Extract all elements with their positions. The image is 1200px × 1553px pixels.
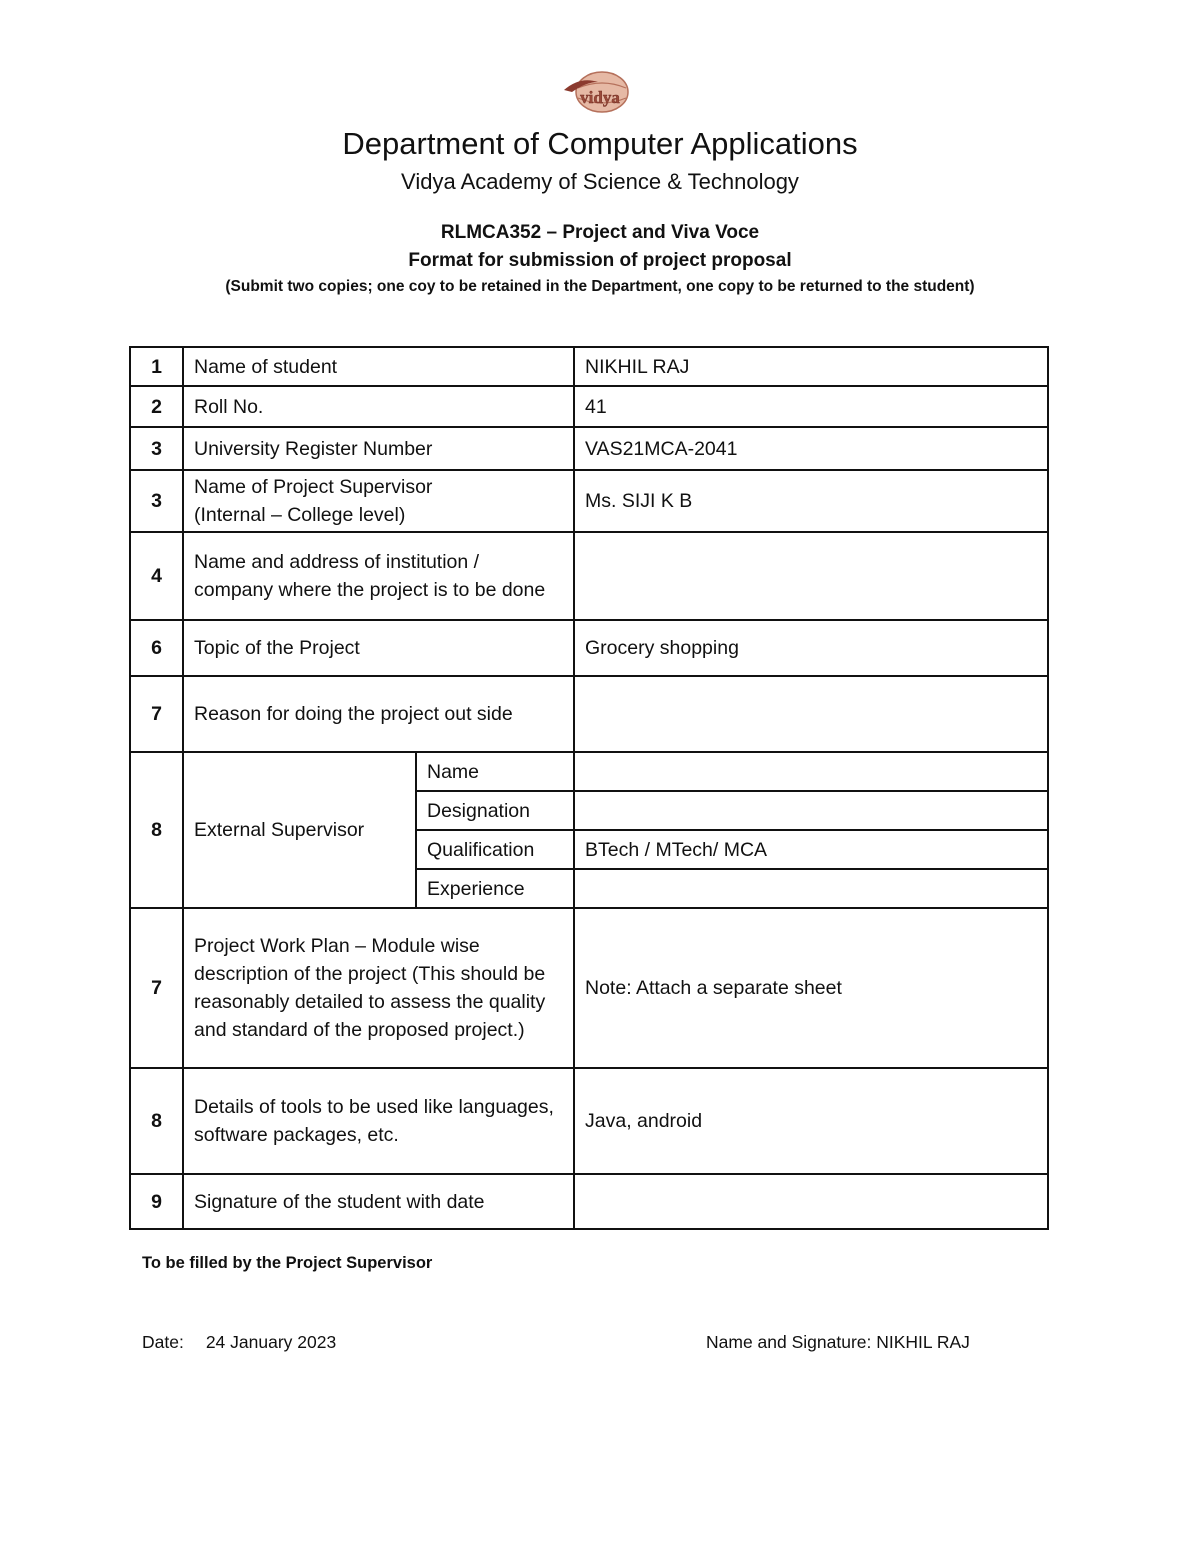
- name-and-signature: Name and Signature: NIKHIL RAJ: [706, 1332, 970, 1352]
- row-label: Roll No.: [183, 386, 574, 427]
- external-supervisor-label: External Supervisor: [183, 752, 416, 908]
- row-number: 3: [130, 470, 183, 532]
- external-field-label: Experience: [416, 869, 574, 908]
- row-value: VAS21MCA-2041: [574, 427, 1048, 470]
- date-line: [142, 1329, 336, 1355]
- row-value: [574, 532, 1048, 620]
- external-field-label: Name: [416, 752, 574, 791]
- table-row: [130, 1068, 1048, 1174]
- table-row: [130, 752, 1048, 791]
- table-row: [130, 620, 1048, 676]
- row-label: Name and address of institution / company where the project is to be done: [183, 532, 574, 620]
- external-field-value: [574, 752, 1048, 791]
- table-row: [130, 1174, 1048, 1229]
- row-label: University Register Number: [183, 427, 574, 470]
- department-title: Department of Computer Applications: [342, 126, 858, 161]
- row-value: Java, android: [574, 1068, 1048, 1174]
- row-number: 8: [130, 752, 183, 908]
- form-title: Format for submission of project proposal: [408, 250, 792, 271]
- row-label: Signature of the student with date: [183, 1174, 574, 1229]
- course-title: RLMCA352 – Project and Viva Voce: [440, 222, 760, 243]
- row-value: Note: Attach a separate sheet: [574, 908, 1048, 1068]
- date-label: Date:: [142, 1332, 184, 1352]
- row-number: 9: [130, 1174, 183, 1229]
- external-field-label: Designation: [416, 791, 574, 830]
- row-number: 8: [130, 1068, 183, 1174]
- row-number: 7: [130, 908, 183, 1068]
- row-label: Project Work Plan – Module wise description of the project (This should be reasonably detailed to assess the quality and standard of the proposed project.): [183, 908, 574, 1068]
- table-row: [130, 532, 1048, 620]
- row-number: 4: [130, 532, 183, 620]
- table-row: [130, 908, 1048, 1068]
- row-value: 41: [574, 386, 1048, 427]
- table-row: [130, 470, 1048, 532]
- supervisor-note: To be filled by the Project Supervisor: [142, 1254, 433, 1272]
- row-number: 2: [130, 386, 183, 427]
- row-value: Ms. SIJI K B: [574, 470, 1048, 532]
- submission-instruction: (Submit two copies; one coy to be retained in the Department, one copy to be returned to the student): [225, 278, 975, 295]
- table-row: [130, 386, 1048, 427]
- row-label: Name of Project Supervisor (Internal – College level): [183, 470, 574, 532]
- row-label: Topic of the Project: [183, 620, 574, 676]
- row-number: 1: [130, 347, 183, 386]
- row-value: Grocery shopping: [574, 620, 1048, 676]
- table-row: [130, 676, 1048, 752]
- table-row: [130, 347, 1048, 386]
- external-field-label: Qualification: [416, 830, 574, 869]
- institution-name: Vidya Academy of Science & Technology: [401, 169, 799, 194]
- vidya-logo: [558, 68, 642, 120]
- row-number: 7: [130, 676, 183, 752]
- row-number: 3: [130, 427, 183, 470]
- row-label: Reason for doing the project out side: [183, 676, 574, 752]
- table-row: [130, 427, 1048, 470]
- row-value: [574, 1174, 1048, 1229]
- logo-wordmark: vidya: [580, 88, 620, 107]
- external-field-value: BTech / MTech/ MCA: [574, 830, 1048, 869]
- external-field-value: [574, 791, 1048, 830]
- proposal-table: [129, 346, 1049, 1230]
- external-field-value: [574, 869, 1048, 908]
- row-value: NIKHIL RAJ: [574, 347, 1048, 386]
- row-label: Details of tools to be used like languages, software packages, etc.: [183, 1068, 574, 1174]
- row-value: [574, 676, 1048, 752]
- row-label: Name of student: [183, 347, 574, 386]
- date-value: 24 January 2023: [205, 1332, 337, 1352]
- row-number: 6: [130, 620, 183, 676]
